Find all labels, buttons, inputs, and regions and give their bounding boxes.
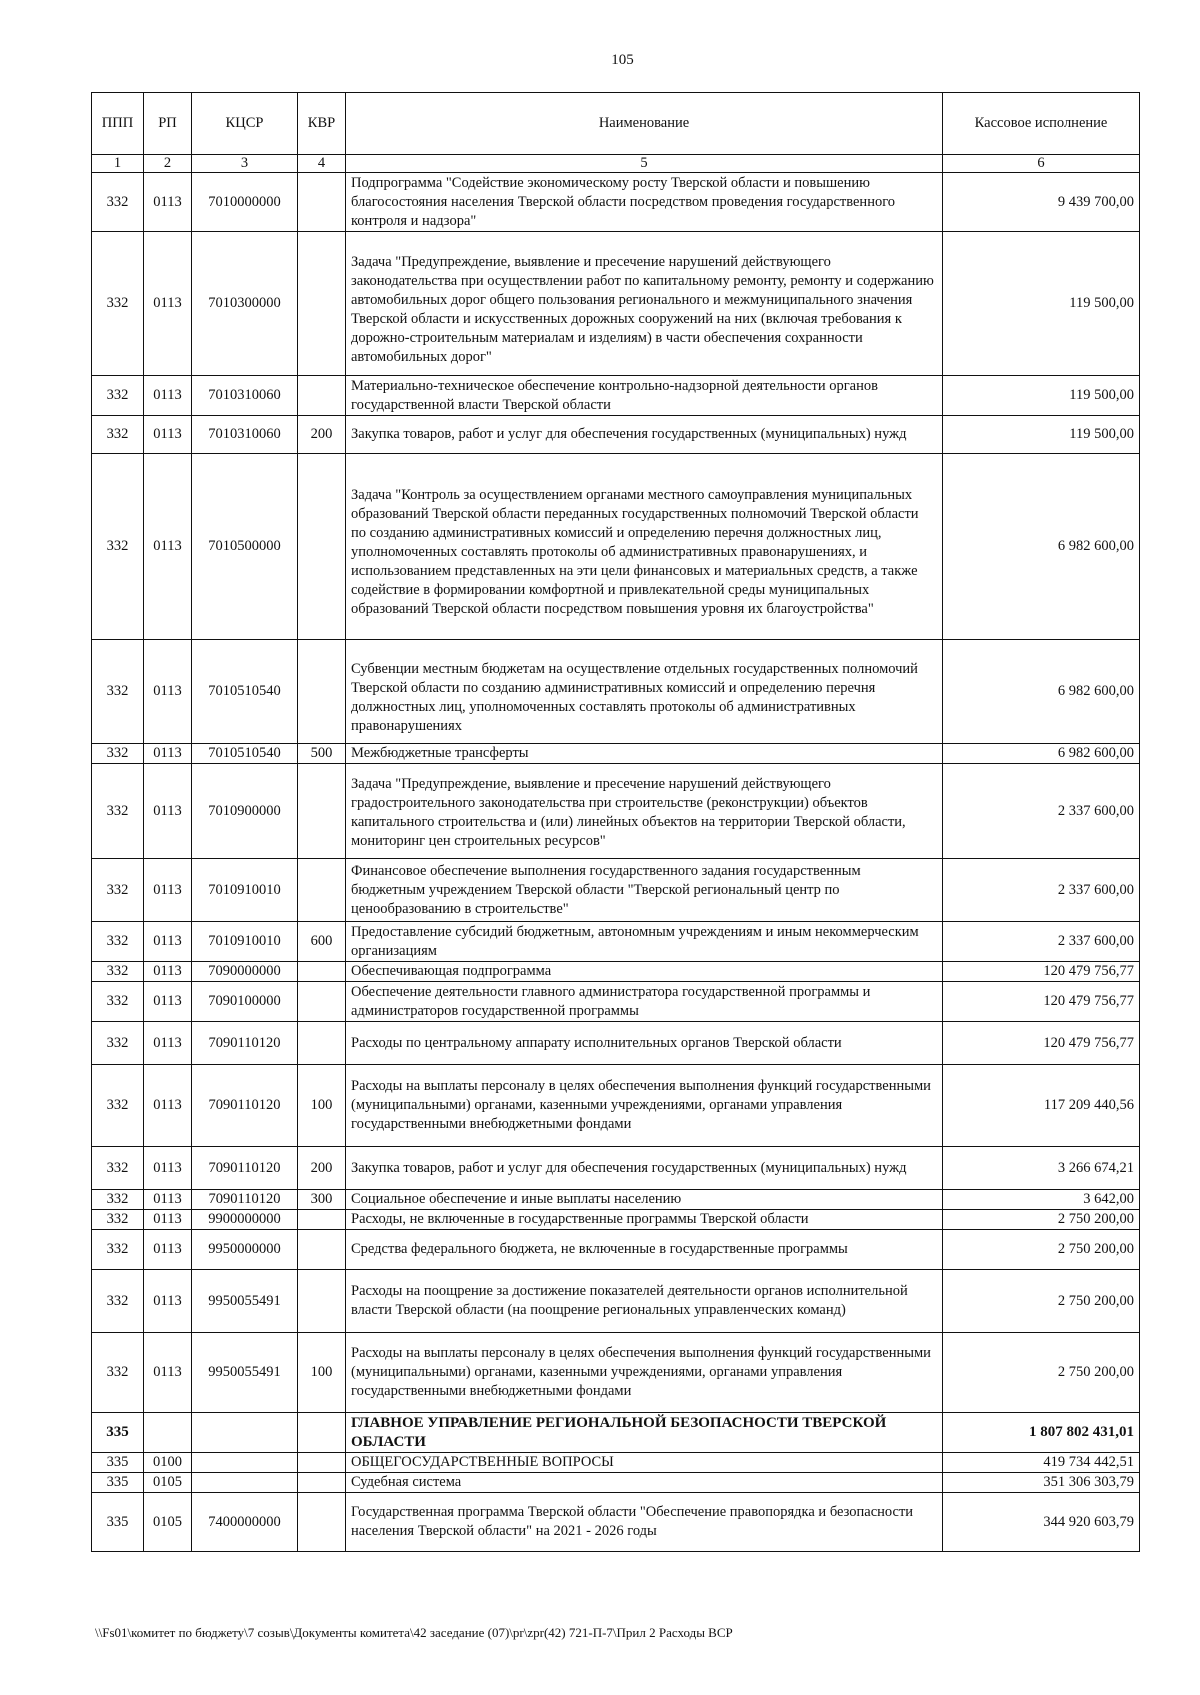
- cell-name: Социальное обеспечение и иные выплаты населению: [346, 1190, 943, 1210]
- cell-kvr: [298, 376, 346, 416]
- cell-kcsr: [192, 1453, 298, 1473]
- cell-kvr: [298, 982, 346, 1022]
- cell-rp: 0113: [144, 1022, 192, 1065]
- cell-kcsr: 7090110120: [192, 1147, 298, 1190]
- cell-ppp: 332: [92, 1270, 144, 1333]
- cell-sum: 119 500,00: [943, 232, 1140, 376]
- cell-sum: 2 750 200,00: [943, 1270, 1140, 1333]
- cell-kvr: 200: [298, 416, 346, 454]
- cell-sum: 119 500,00: [943, 376, 1140, 416]
- cell-name: Финансовое обеспечение выполнения государственного задания государственным бюджетным учреждением Тверской области "Тверской региональный центр по ценообразованию в строительстве": [346, 859, 943, 922]
- cell-kcsr: 9950055491: [192, 1270, 298, 1333]
- cell-kvr: [298, 640, 346, 744]
- cell-kvr: [298, 173, 346, 232]
- cell-rp: 0113: [144, 764, 192, 859]
- cell-ppp: 332: [92, 173, 144, 232]
- cell-ppp: 332: [92, 1210, 144, 1230]
- header-kvr: КВР: [298, 93, 346, 155]
- cell-kvr: [298, 232, 346, 376]
- cell-rp: 0113: [144, 232, 192, 376]
- cell-sum: 6 982 600,00: [943, 454, 1140, 640]
- table-row: [92, 1190, 1140, 1210]
- cell-kvr: [298, 1413, 346, 1453]
- column-number: 4: [298, 155, 346, 173]
- cell-rp: 0113: [144, 376, 192, 416]
- cell-ppp: 332: [92, 232, 144, 376]
- budget-table: [91, 92, 1140, 1552]
- cell-kcsr: 7010310060: [192, 416, 298, 454]
- cell-ppp: 332: [92, 859, 144, 922]
- cell-name: ГЛАВНОЕ УПРАВЛЕНИЕ РЕГИОНАЛЬНОЙ БЕЗОПАСНОСТИ ТВЕРСКОЙ ОБЛАСТИ: [346, 1413, 943, 1453]
- cell-sum: 2 750 200,00: [943, 1230, 1140, 1270]
- column-number: 2: [144, 155, 192, 173]
- cell-kvr: [298, 764, 346, 859]
- table-row: [92, 376, 1140, 416]
- cell-ppp: 332: [92, 1065, 144, 1147]
- cell-name: Межбюджетные трансферты: [346, 744, 943, 764]
- cell-ppp: 335: [92, 1413, 144, 1453]
- column-number-row: [92, 155, 1140, 173]
- cell-rp: 0113: [144, 982, 192, 1022]
- cell-ppp: 332: [92, 1230, 144, 1270]
- cell-name: Задача "Предупреждение, выявление и пресечение нарушений действующего градостроительного законодательства при строительстве (реконструкции) объектов капитального строительства и (или) линейных объектов на территории Тверской области, мониторинг цен строительных ресурсов": [346, 764, 943, 859]
- table-header-row: [92, 93, 1140, 155]
- cell-kcsr: 7010510540: [192, 744, 298, 764]
- cell-rp: 0113: [144, 640, 192, 744]
- cell-rp: 0113: [144, 1190, 192, 1210]
- cell-rp: 0105: [144, 1473, 192, 1493]
- cell-kvr: 200: [298, 1147, 346, 1190]
- cell-kvr: [298, 454, 346, 640]
- cell-ppp: 332: [92, 640, 144, 744]
- table-row: [92, 1270, 1140, 1333]
- cell-ppp: 332: [92, 982, 144, 1022]
- cell-ppp: 332: [92, 376, 144, 416]
- cell-name: Подпрограмма "Содействие экономическому росту Тверской области и повышению благосостояния населения Тверской области посредством проведения государственного контроля и надзора": [346, 173, 943, 232]
- cell-name: Предоставление субсидий бюджетным, автономным учреждениям и иным некоммерческим организациям: [346, 922, 943, 962]
- cell-name: Закупка товаров, работ и услуг для обеспечения государственных (муниципальных) нужд: [346, 416, 943, 454]
- cell-ppp: 335: [92, 1473, 144, 1493]
- cell-ppp: 332: [92, 454, 144, 640]
- cell-name: Задача "Предупреждение, выявление и пресечение нарушений действующего законодательства при осуществлении работ по капитальному ремонту, ремонту и содержанию автомобильных дорог общего пользования регионального и межмуниципального значения Тверской области и искусственных дорожных сооружений на них (включая требования к дорожно-строительным материалам и изделиям) в части обеспечения сохранности автомобильных дорог": [346, 232, 943, 376]
- cell-sum: 2 750 200,00: [943, 1333, 1140, 1413]
- cell-rp: 0113: [144, 416, 192, 454]
- cell-rp: 0113: [144, 922, 192, 962]
- cell-kvr: [298, 962, 346, 982]
- cell-rp: 0113: [144, 1147, 192, 1190]
- cell-sum: 2 337 600,00: [943, 764, 1140, 859]
- table-row: [92, 1210, 1140, 1230]
- cell-ppp: 332: [92, 1333, 144, 1413]
- cell-kcsr: 7010910010: [192, 859, 298, 922]
- cell-kcsr: 7400000000: [192, 1493, 298, 1552]
- table-row: [92, 1493, 1140, 1552]
- cell-sum: 1 807 802 431,01: [943, 1413, 1140, 1453]
- cell-sum: 2 337 600,00: [943, 922, 1140, 962]
- cell-sum: 6 982 600,00: [943, 640, 1140, 744]
- table-row: [92, 1453, 1140, 1473]
- cell-kcsr: 7090110120: [192, 1022, 298, 1065]
- cell-kvr: [298, 1230, 346, 1270]
- cell-sum: 419 734 442,51: [943, 1453, 1140, 1473]
- cell-kcsr: 7010900000: [192, 764, 298, 859]
- cell-sum: 119 500,00: [943, 416, 1140, 454]
- cell-rp: 0113: [144, 859, 192, 922]
- cell-kvr: [298, 1210, 346, 1230]
- cell-rp: 0100: [144, 1453, 192, 1473]
- cell-ppp: 332: [92, 1022, 144, 1065]
- cell-sum: 3 266 674,21: [943, 1147, 1140, 1190]
- cell-sum: 2 750 200,00: [943, 1210, 1140, 1230]
- cell-rp: 0113: [144, 1065, 192, 1147]
- column-number: 1: [92, 155, 144, 173]
- cell-kvr: [298, 1270, 346, 1333]
- table-row: [92, 764, 1140, 859]
- cell-ppp: 332: [92, 744, 144, 764]
- table-row: [92, 454, 1140, 640]
- cell-rp: 0113: [144, 744, 192, 764]
- cell-kcsr: 7010510540: [192, 640, 298, 744]
- cell-name: Расходы на поощрение за достижение показателей деятельности органов исполнительной власти Тверской области (на поощрение региональных управленческих команд): [346, 1270, 943, 1333]
- cell-name: Материально-техническое обеспечение контрольно-надзорной деятельности органов государственной власти Тверской области: [346, 376, 943, 416]
- cell-name: Задача "Контроль за осуществлением органами местного самоуправления муниципальных образований Тверской области переданных государственных полномочий Тверской области по созданию административных комиссий и определению перечня должностных лиц, уполномоченных составлять протоколы об административных правонарушениях, и использованием представленных на эти цели финансовых и материальных средств, а также содействие в формировании комфортной и привлекательной среды муниципальных образований Тверской области посредством повышения уровня их благоустройства": [346, 454, 943, 640]
- table-row: [92, 744, 1140, 764]
- cell-name: Расходы на выплаты персоналу в целях обеспечения выполнения функций государственными (муниципальными) органами, казенными учреждениями, органами управления государственными внебюджетными фондами: [346, 1065, 943, 1147]
- cell-rp: [144, 1413, 192, 1453]
- cell-ppp: 332: [92, 962, 144, 982]
- cell-sum: 351 306 303,79: [943, 1473, 1140, 1493]
- cell-rp: 0113: [144, 173, 192, 232]
- cell-kcsr: 7010910010: [192, 922, 298, 962]
- cell-kvr: 300: [298, 1190, 346, 1210]
- table-row: [92, 962, 1140, 982]
- cell-kvr: 100: [298, 1065, 346, 1147]
- table-row: [92, 922, 1140, 962]
- cell-sum: 2 337 600,00: [943, 859, 1140, 922]
- cell-kcsr: 7090000000: [192, 962, 298, 982]
- header-kcsr: КЦСР: [192, 93, 298, 155]
- table-row: [92, 640, 1140, 744]
- table-row: [92, 1413, 1140, 1453]
- cell-kcsr: [192, 1473, 298, 1493]
- cell-sum: 120 479 756,77: [943, 962, 1140, 982]
- cell-sum: 117 209 440,56: [943, 1065, 1140, 1147]
- cell-rp: 0113: [144, 1210, 192, 1230]
- cell-ppp: 335: [92, 1453, 144, 1473]
- cell-rp: 0113: [144, 1333, 192, 1413]
- cell-kcsr: 7090100000: [192, 982, 298, 1022]
- table-row: [92, 416, 1140, 454]
- cell-sum: 3 642,00: [943, 1190, 1140, 1210]
- cell-kvr: [298, 1022, 346, 1065]
- cell-sum: 6 982 600,00: [943, 744, 1140, 764]
- table-row: [92, 173, 1140, 232]
- cell-kcsr: 7010500000: [192, 454, 298, 640]
- cell-name: Расходы, не включенные в государственные программы Тверской области: [346, 1210, 943, 1230]
- table-row: [92, 232, 1140, 376]
- cell-ppp: 335: [92, 1493, 144, 1552]
- cell-rp: 0113: [144, 962, 192, 982]
- footer-file-path: \\Fs01\комитет по бюджету\7 созыв\Документы комитета\42 заседание (07)\pr\zpr(42) 721-П-7\Прил 2 Расходы ВСР: [95, 1625, 733, 1640]
- table-row: [92, 1473, 1140, 1493]
- cell-kcsr: 9900000000: [192, 1210, 298, 1230]
- cell-kcsr: 7090110120: [192, 1065, 298, 1147]
- cell-kcsr: 9950055491: [192, 1333, 298, 1413]
- cell-rp: 0105: [144, 1493, 192, 1552]
- column-number: 5: [346, 155, 943, 173]
- cell-kvr: [298, 1493, 346, 1552]
- cell-name: Субвенции местным бюджетам на осуществление отдельных государственных полномочий Тверской области по созданию административных комиссий и определению перечня должностных лиц, уполномоченных составлять протоколы об административных правонарушениях: [346, 640, 943, 744]
- cell-ppp: 332: [92, 1147, 144, 1190]
- cell-kcsr: 7090110120: [192, 1190, 298, 1210]
- cell-kvr: [298, 1473, 346, 1493]
- cell-name: Государственная программа Тверской области "Обеспечение правопорядка и безопасности населения Тверской области" на 2021 - 2026 годы: [346, 1493, 943, 1552]
- cell-sum: 120 479 756,77: [943, 982, 1140, 1022]
- cell-kcsr: 7010300000: [192, 232, 298, 376]
- header-sum: Кассовое исполнение: [943, 93, 1140, 155]
- cell-kcsr: 7010310060: [192, 376, 298, 416]
- column-number: 6: [943, 155, 1140, 173]
- cell-ppp: 332: [92, 1190, 144, 1210]
- table-row: [92, 1065, 1140, 1147]
- cell-kcsr: 7010000000: [192, 173, 298, 232]
- cell-name: Закупка товаров, работ и услуг для обеспечения государственных (муниципальных) нужд: [346, 1147, 943, 1190]
- header-name: Наименование: [346, 93, 943, 155]
- cell-name: Средства федерального бюджета, не включенные в государственные программы: [346, 1230, 943, 1270]
- cell-kvr: 600: [298, 922, 346, 962]
- cell-rp: 0113: [144, 1230, 192, 1270]
- cell-kvr: 500: [298, 744, 346, 764]
- cell-kvr: 100: [298, 1333, 346, 1413]
- cell-rp: 0113: [144, 1270, 192, 1333]
- table-row: [92, 859, 1140, 922]
- table-row: [92, 982, 1140, 1022]
- cell-name: ОБЩЕГОСУДАРСТВЕННЫЕ ВОПРОСЫ: [346, 1453, 943, 1473]
- cell-ppp: 332: [92, 764, 144, 859]
- cell-name: Судебная система: [346, 1473, 943, 1493]
- cell-kvr: [298, 1453, 346, 1473]
- cell-name: Расходы на выплаты персоналу в целях обеспечения выполнения функций государственными (муниципальными) органами, казенными учреждениями, органами управления государственными внебюджетными фондами: [346, 1333, 943, 1413]
- table-row: [92, 1333, 1140, 1413]
- table-row: [92, 1230, 1140, 1270]
- cell-name: Обеспечение деятельности главного администратора государственной программы и администраторов государственной программы: [346, 982, 943, 1022]
- cell-ppp: 332: [92, 922, 144, 962]
- cell-sum: 344 920 603,79: [943, 1493, 1140, 1552]
- cell-name: Обеспечивающая подпрограмма: [346, 962, 943, 982]
- header-rp: РП: [144, 93, 192, 155]
- page-number: 105: [611, 52, 634, 68]
- cell-sum: 9 439 700,00: [943, 173, 1140, 232]
- cell-ppp: 332: [92, 416, 144, 454]
- cell-sum: 120 479 756,77: [943, 1022, 1140, 1065]
- column-number: 3: [192, 155, 298, 173]
- table-row: [92, 1022, 1140, 1065]
- header-ppp: ППП: [92, 93, 144, 155]
- cell-rp: 0113: [144, 454, 192, 640]
- cell-kcsr: [192, 1413, 298, 1453]
- cell-kvr: [298, 859, 346, 922]
- table-row: [92, 1147, 1140, 1190]
- cell-kcsr: 9950000000: [192, 1230, 298, 1270]
- cell-name: Расходы по центральному аппарату исполнительных органов Тверской области: [346, 1022, 943, 1065]
